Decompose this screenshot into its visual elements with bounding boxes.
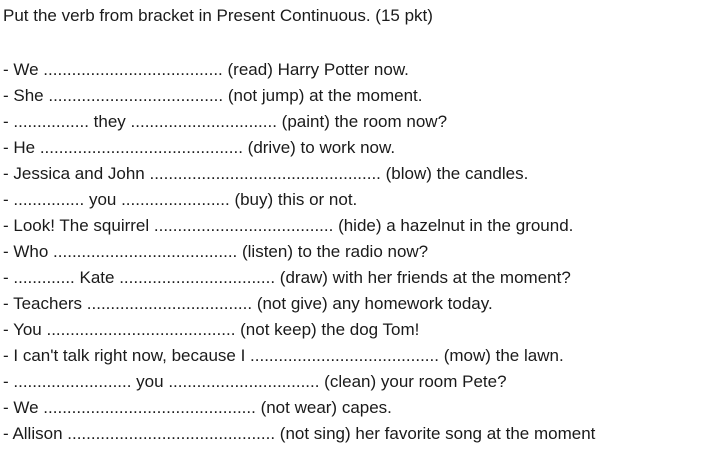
exercise-line-15: - Allison ............................................ (not sing) her favorite song at the moment — [3, 424, 596, 443]
exercise-line-11: - You ........................................ (not keep) the dog Tom! — [3, 320, 420, 339]
exercise-line-12: - I can't talk right now, because I ........................................ (mow) the lawn. — [3, 346, 564, 365]
exercise-line-9: - ............. Kate ................................. (draw) with her friends at the moment? — [3, 268, 571, 287]
exercise-line-3: - ................ they ............................... (paint) the room now? — [3, 112, 448, 131]
exercise-line-4: - He ........................................... (drive) to work now. — [3, 138, 396, 157]
exercise-line-5: - Jessica and John ................................................. (blow) the candles. — [3, 164, 529, 183]
exercise-line-7: - Look! The squirrel ...................................... (hide) a hazelnut in the ground. — [3, 216, 574, 235]
exercise-line-14: - We ............................................. (not wear) capes. — [3, 398, 392, 417]
exercise-line-10: - Teachers ................................... (not give) any homework today. — [3, 294, 493, 313]
exercise-line-6: - ............... you ....................... (buy) this or not. — [3, 190, 358, 209]
exercise-line-2: - She ..................................... (not jump) at the moment. — [3, 86, 423, 105]
exercise-title: Put the verb from bracket in Present Continuous. (15 pkt) — [3, 6, 433, 25]
exercise-line-1: - We ...................................... (read) Harry Potter now. — [3, 60, 409, 79]
exercise-line-8: - Who ....................................... (listen) to the radio now? — [3, 242, 429, 261]
exercise-line-13: - ......................... you ................................ (clean) your room Pete? — [3, 372, 507, 391]
